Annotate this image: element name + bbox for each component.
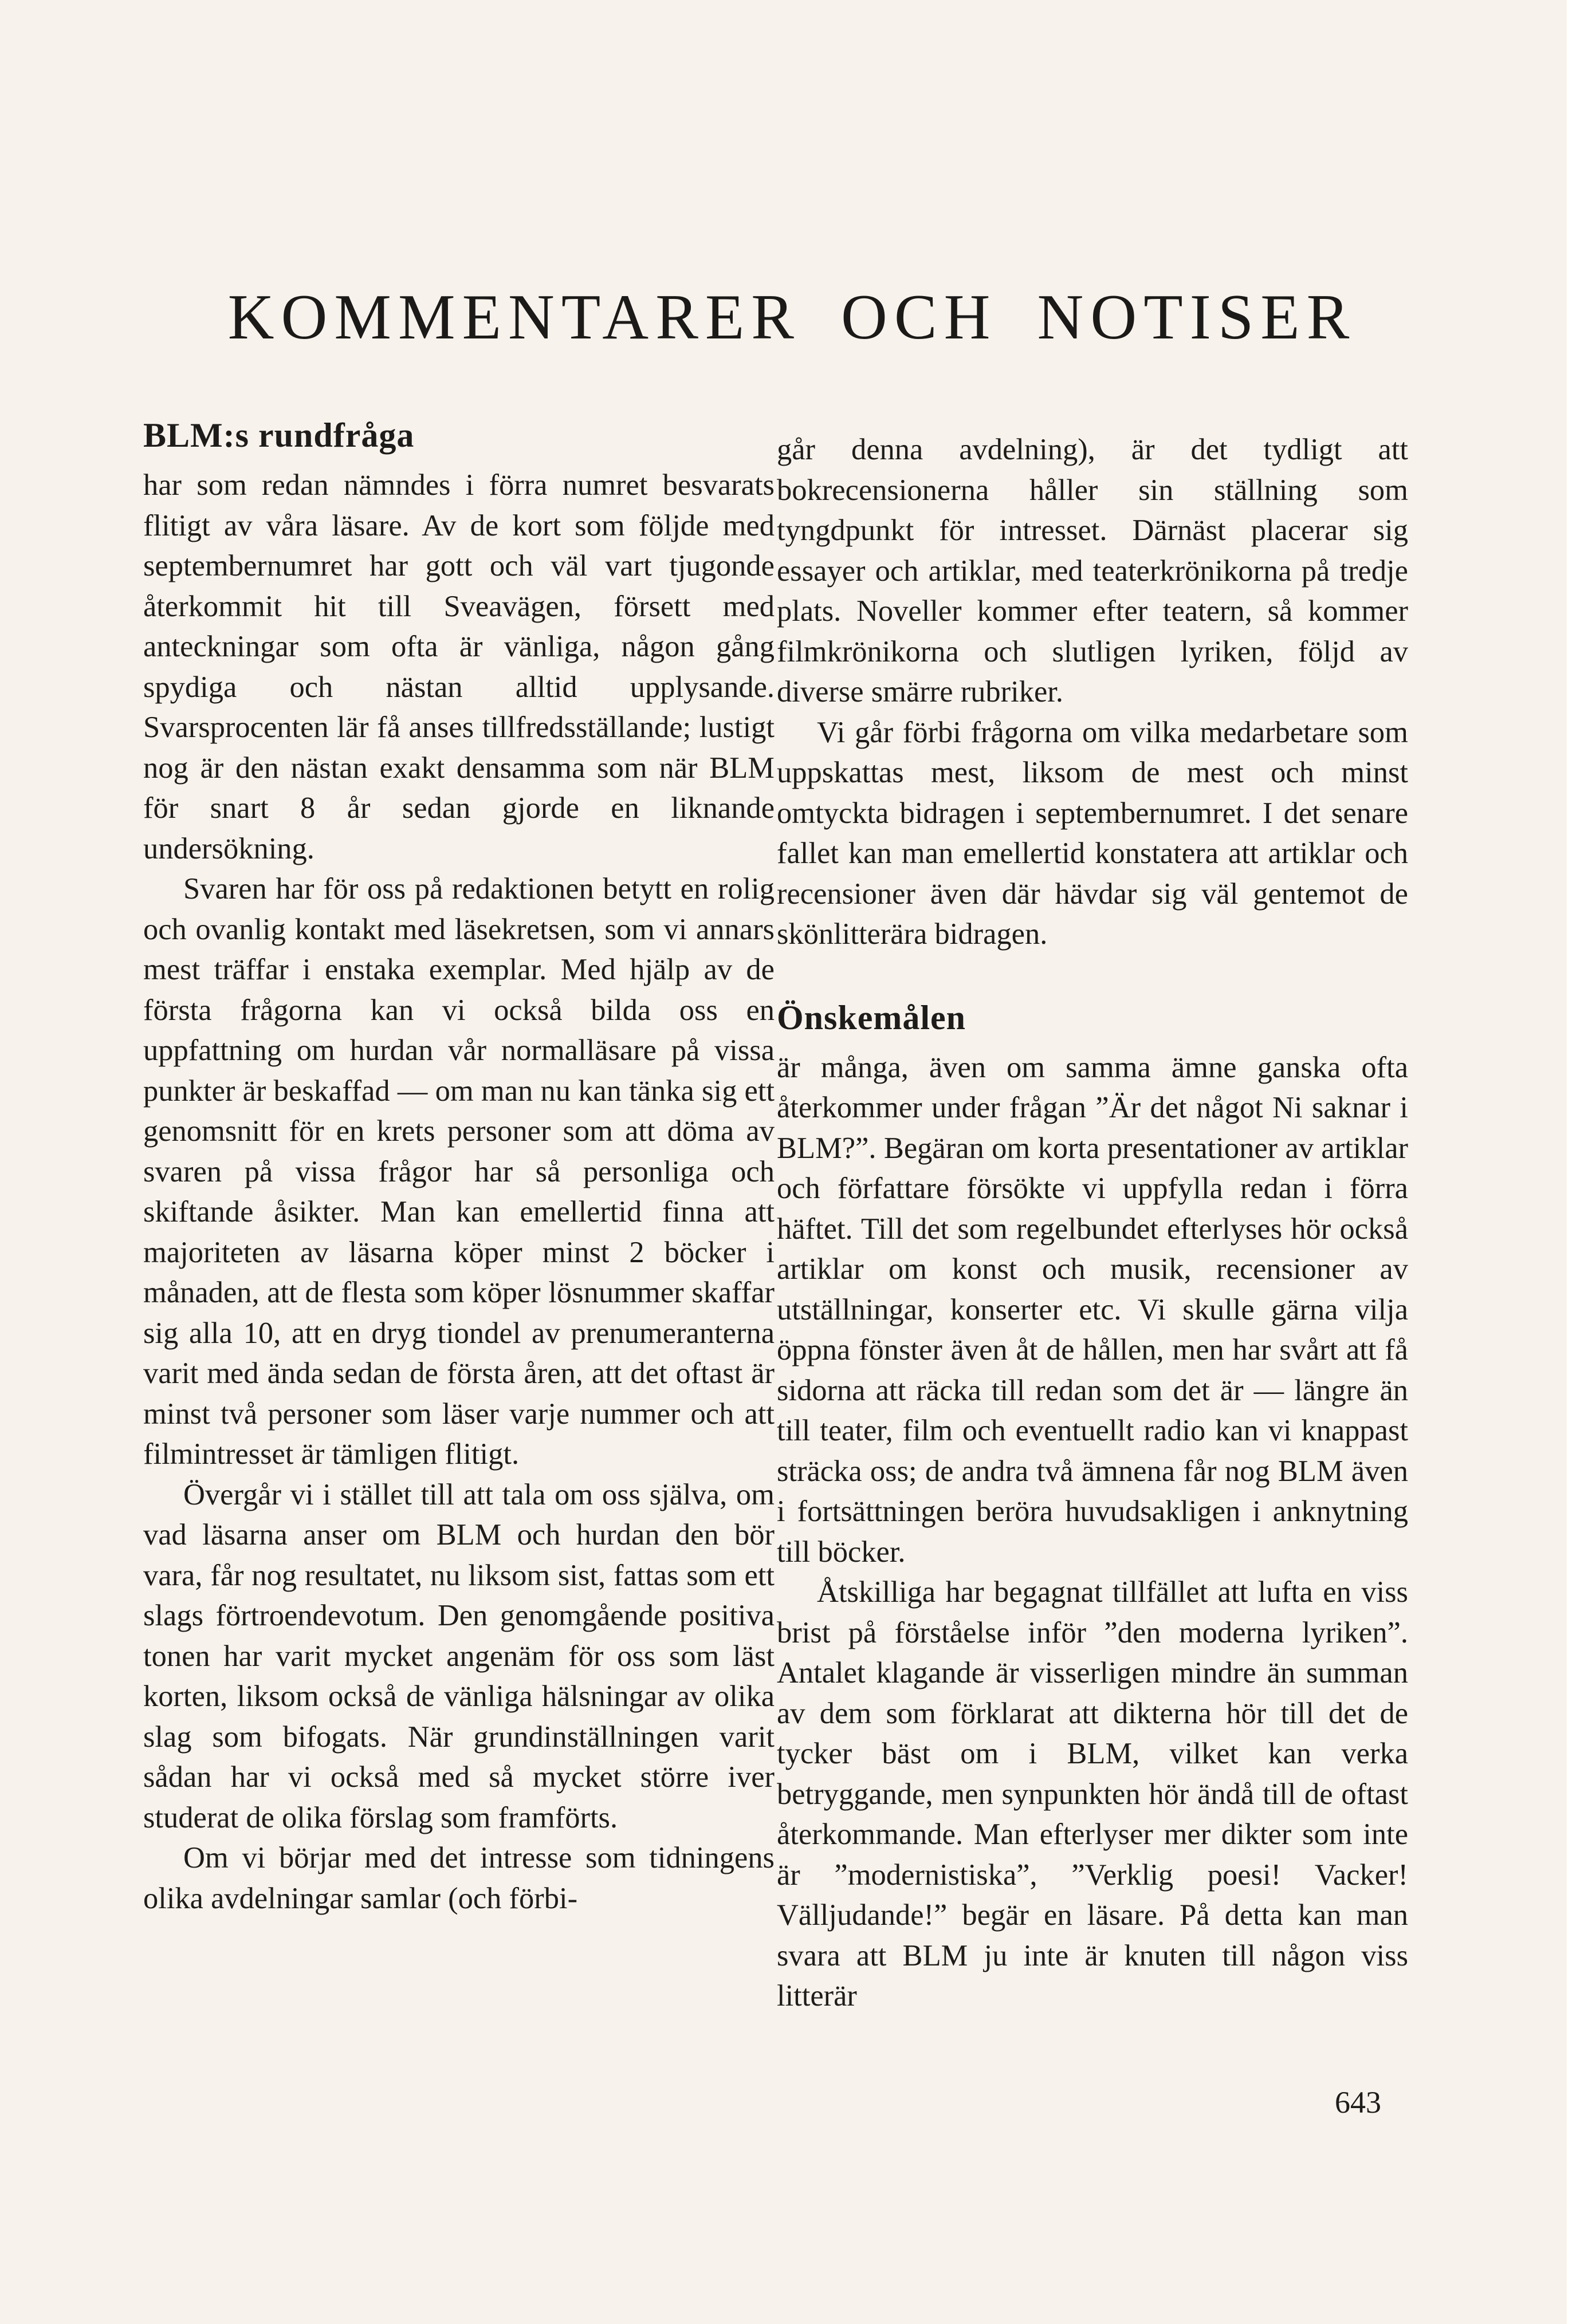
page-number: 643 <box>1335 2085 1381 2120</box>
paragraph: Om vi börjar med det intresse som tidningens olika avdelningar samlar (och förbi- <box>143 1841 775 1915</box>
page-title: KOMMENTARER OCH NOTISER <box>227 282 1357 353</box>
paragraph: Övergår vi i stället till att tala om oss själva, om vad läsarna anser om BLM och hurdan den bör vara, får nog resultatet, nu liksom sist, fattas som ett slags förtroendevotum. Den genomgående positiva tonen har varit mycket angenäm för oss som läst korten, liksom också de vänliga hälsningar av olika slag som bifogats. När grundinställningen varit sådan har vi också med så mycket större iver studerat de olika förslag som framförts. <box>143 1478 775 1834</box>
paragraph: Vi går förbi frågorna om vilka medarbetare som uppskattas mest, liksom de mest och minst omtyckta bidragen i septembernumret. I det senare fallet kan man emellertid konstatera att artiklar och recensioner även där hävdar sig väl gentemot de skönlitterära bidragen. <box>777 715 1408 951</box>
left-column <box>143 412 775 1919</box>
right-column <box>777 430 1408 2016</box>
paragraph: Svaren har för oss på redaktionen betytt en rolig och ovanlig kontakt med läsekretsen, som vi annars mest träffar i enstaka exemplar. Med hjälp av de första frågorna kan vi också bilda oss en uppfattning om hurdan vår normalläsare på vissa punkter är beskaffad — om man nu kan tänka sig ett genomsnitt för en krets personer som att döma av svaren på vissa frågor har så personliga och skiftande åsikter. Man kan emellertid finna att majoriteten av läsarna köper minst 2 böcker i månaden, att de flesta som köper lösnummer skaffar sig alla 10, att en dryg tiondel av prenumeranterna varit med ända sedan de första åren, att det oftast är minst två personer som läser varje nummer och att filmintresset är tämligen flitigt. <box>143 872 775 1471</box>
paragraph: är många, även om samma ämne ganska ofta återkommer under frågan ”Är det något Ni saknar i BLM?”. Begäran om korta presentationer av artiklar och författare försökte vi uppfylla redan i förra häftet. Till det som regelbundet efterlyses hör också artiklar om konst och musik, recensioner av utställningar, konserter etc. Vi skulle gärna vilja öppna fönster även åt de hållen, men har svårt att få sidorna att räcka till redan som det är — längre än till teater, film och eventuellt radio kan vi knappast sträcka oss; de andra två ämnena får nog BLM även i fortsättningen beröra huvudsakligen i anknytning till böcker. <box>777 1050 1408 1569</box>
paragraph: Åtskilliga har begagnat tillfället att lufta en viss brist på förståelse inför ”den moderna lyriken”. Antalet klagande är visserligen mindre än summan av dem som förklarat att dikterna hör till det de tycker bäst om i BLM, vilket kan verka betryggande, men synpunkten hör ändå till de oftast återkommande. Man efterlyser mer dikter som inte är ”modernistiska”, ”Verklig poesi! Vacker! Välljudande!” begär en läsare. På detta kan man svara att BLM ju inte är knuten till någon viss litterär <box>777 1575 1408 2012</box>
section-heading-onskemalen: Önskemålen <box>777 998 966 1037</box>
paragraph: går denna avdelning), är det tydligt att bokrecensionerna håller sin ställning som tyngdpunkt för intresset. Därnäst placerar sig essayer och artiklar, med teaterkrönikorna på tredje plats. Noveller kommer efter teatern, så kommer filmkrönikorna och slutligen lyriken, följd av diverse smärre rubriker. <box>777 433 1408 708</box>
paragraph: har som redan nämndes i förra numret besvarats flitigt av våra läsare. Av de kort som följde med septembernumret har gott och väl vart tjugonde återkommit hit till Sveavägen, försett med anteckningar som ofta är vänliga, någon gång spydiga och nästan alltid upplysande. Svarsprocenten lär få anses tillfredsställande; lustigt nog är den nästan exakt densamma som när BLM för snart 8 år sedan gjorde en liknande undersökning. <box>143 468 775 865</box>
section-heading-rundfraga: BLM:s rundfråga <box>143 416 415 454</box>
